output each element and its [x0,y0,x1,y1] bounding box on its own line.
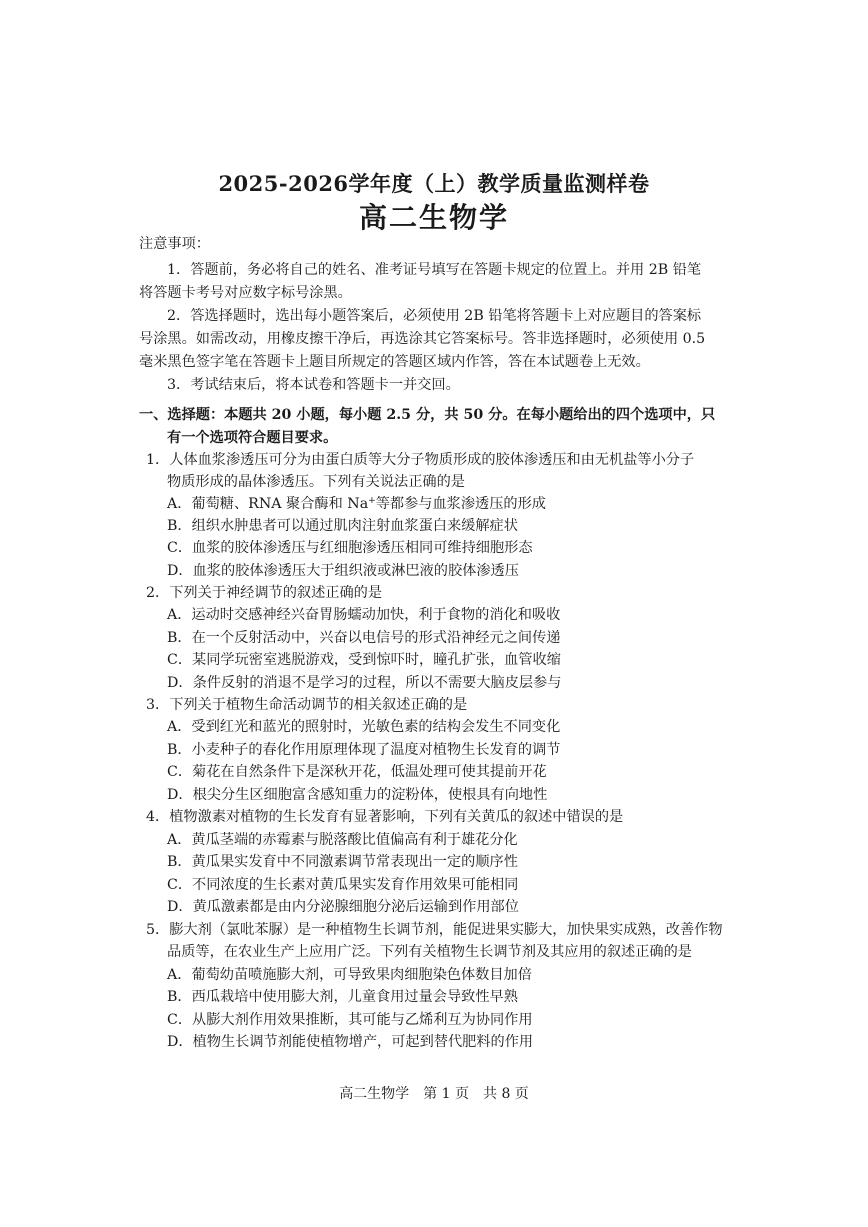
notice-line: 3．考试结束后，将本试卷和答题卡一并交回。 [167,377,460,393]
option-a: A．运动时交感神经兴奋胃肠蠕动加快，利于食物的消化和吸收 [167,607,561,623]
notice-line: 2．答选择题时，选出每小题答案后，必须使用 2B 铅笔将答题卡上对应题目的答案标 [167,308,702,324]
option-c: C．血浆的胶体渗透压与红细胞渗透压相同可维持细胞形态 [167,540,533,556]
option-c: C．不同浓度的生长素对黄瓜果实发育作用效果可能相同 [167,877,519,893]
option-d: D．血浆的胶体渗透压大于组织液或淋巴液的胶体渗透压 [167,563,519,579]
question-stem: 2．下列关于神经调节的叙述正确的是 [146,585,383,601]
question-stem: 5．膨大剂（氯吡苯脲）是一种植物生长调节剂，能促进果实膨大，加快果实成熟，改善作物 [146,922,723,938]
notice-line: 将答题卡考号对应数字标号涂黑。 [139,285,352,301]
option-b: B．组织水肿患者可以通过肌肉注射血浆蛋白来缓解症状 [167,518,518,534]
page-footer: 高二生物学 第 1 页 共 8 页 [339,1086,529,1102]
section-heading: 一、选择题：本题共 20 小题，每小题 2.5 分，共 50 分。在每小题给出的四个选项中，只 [139,407,716,423]
option-a: A．葡萄糖、RNA 聚合酶和 Na+等都参与血浆渗透压的形成 [167,496,546,512]
notice-heading: 注意事项： [139,236,210,252]
question-stem: 1．人体血浆渗透压可分为由蛋白质等大分子物质形成的胶体渗透压和由无机盐等小分子 [146,452,695,468]
option-b: B．在一个反射活动中，兴奋以电信号的形式沿神经元之间传递 [167,630,561,646]
question-stem: 物质形成的晶体渗透压。下列有关说法正确的是 [167,474,465,490]
option-d: D．根尖分生区细胞富含感知重力的淀粉体，使根具有向地性 [167,787,548,803]
option-c: C．从膨大剂作用效果推断，其可能与乙烯利互为协同作用 [167,1012,533,1028]
subject-title: 高二生物学 [358,201,509,234]
option-b: B．小麦种子的春化作用原理体现了温度对植物生长发育的调节 [167,742,561,758]
option-c: C．某同学玩密室逃脱游戏，受到惊吓时，瞳孔扩张，血管收缩 [167,652,561,668]
notice-line: 毫米黑色签字笔在答题卡上题目所规定的答题区域内作答，答在本试题卷上无效。 [139,354,650,370]
question-stem: 3．下列关于植物生命活动调节的相关叙述正确的是 [146,697,468,713]
option-a: A．受到红光和蓝光的照射时，光敏色素的结构会发生不同变化 [167,719,561,735]
question-stem: 品质等，在农业生产上应用广泛。下列有关植物生长调节剂及其应用的叙述正确的是 [167,944,692,960]
option-b: B．黄瓜果实发育中不同激素调节常表现出一定的顺序性 [167,854,518,870]
exam-title: 2025-2026学年度（上）教学质量监测样卷 [218,171,650,196]
option-d: D．黄瓜激素都是由内分泌腺细胞分泌后运输到作用部位 [167,899,519,915]
notice-line: 号涂黑。如需改动，用橡皮擦干净后，再选涂其它答案标号。答非选择题时，必须使用 0.5 [139,331,706,347]
notice-line: 1．答题前，务必将自己的姓名、准考证号填写在答题卡规定的位置上。并用 2B 铅笔 [167,262,702,278]
option-b: B．西瓜栽培中使用膨大剂，儿童食用过量会导致性早熟 [167,989,518,1005]
option-d: D．条件反射的消退不是学习的过程，所以不需要大脑皮层参与 [167,675,562,691]
option-d: D．植物生长调节剂能使植物增产，可起到替代肥料的作用 [167,1034,534,1050]
section-heading-cont: 有一个选项符合题目要求。 [167,430,338,446]
option-c: C．菊花在自然条件下是深秋开花，低温处理可使其提前开花 [167,764,547,780]
option-a: A．黄瓜茎端的赤霉素与脱落酸比值偏高有利于雄花分化 [167,832,518,848]
question-stem: 4．植物激素对植物的生长发育有显著影响，下列有关黄瓜的叙述中错误的是 [146,809,624,825]
option-a: A．葡萄幼苗喷施膨大剂，可导致果肉细胞染色体数目加倍 [167,967,532,983]
